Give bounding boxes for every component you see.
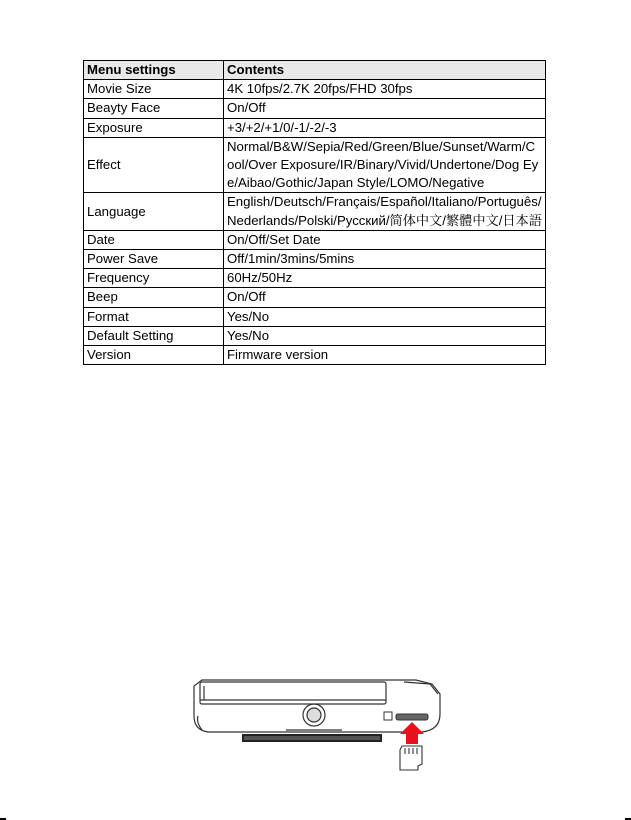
setting-contents: English/Deutsch/Français/Español/Italiano/Português/Nederlands/Polski/Русский/简体中文/繁體中文/日本語 xyxy=(224,193,546,230)
insert-arrow-icon xyxy=(400,722,424,744)
setting-contents: On/Off xyxy=(224,288,546,307)
header-contents: Contents xyxy=(224,61,546,80)
setting-name: Frequency xyxy=(84,269,224,288)
setting-name: Power Save xyxy=(84,250,224,269)
setting-contents: 60Hz/50Hz xyxy=(224,269,546,288)
setting-name: Date xyxy=(84,230,224,249)
setting-contents: +3/+2/+1/0/-1/-2/-3 xyxy=(224,118,546,137)
setting-contents: 4K 10fps/2.7K 20fps/FHD 30fps xyxy=(224,80,546,99)
setting-contents: Yes/No xyxy=(224,307,546,326)
setting-name: Movie Size xyxy=(84,80,224,99)
setting-contents: Normal/B&W/Sepia/Red/Green/Blue/Sunset/Warm/Cool/Over Exposure/IR/Binary/Vivid/Undertone/Dog Eye/Aibao/Gothic/Japan Style/LOMO/Negative xyxy=(224,137,546,193)
setting-name: Effect xyxy=(84,137,224,193)
table-row xyxy=(84,250,546,269)
setting-contents: Yes/No xyxy=(224,326,546,345)
lens-ring xyxy=(242,734,382,742)
camera-bottom-view xyxy=(186,672,448,772)
setting-name: Format xyxy=(84,307,224,326)
setting-contents: On/Off/Set Date xyxy=(224,230,546,249)
table-row xyxy=(84,346,546,365)
setting-name: Language xyxy=(84,193,224,230)
table-row xyxy=(84,269,546,288)
setting-name: Default Setting xyxy=(84,326,224,345)
table-row xyxy=(84,99,546,118)
setting-name: Version xyxy=(84,346,224,365)
table-row xyxy=(84,193,546,230)
camera-body xyxy=(194,680,440,732)
setting-name: Exposure xyxy=(84,118,224,137)
header-menu-settings: Menu settings xyxy=(84,61,224,80)
setting-contents: On/Off xyxy=(224,99,546,118)
menu-settings-table xyxy=(83,60,546,365)
table-row xyxy=(84,288,546,307)
table-row xyxy=(84,326,546,345)
table-row xyxy=(84,118,546,137)
sd-slot-icon xyxy=(384,712,428,720)
table-row xyxy=(84,80,546,99)
microsd-card-icon xyxy=(400,746,422,770)
setting-contents: Firmware version xyxy=(224,346,546,365)
table-row xyxy=(84,307,546,326)
table-header-row xyxy=(84,61,546,80)
table-row xyxy=(84,230,546,249)
setting-contents: Off/1min/3mins/5mins xyxy=(224,250,546,269)
setting-name: Beep xyxy=(84,288,224,307)
table-row xyxy=(84,137,546,193)
tripod-mount-icon xyxy=(286,704,342,730)
setting-name: Beayty Face xyxy=(84,99,224,118)
